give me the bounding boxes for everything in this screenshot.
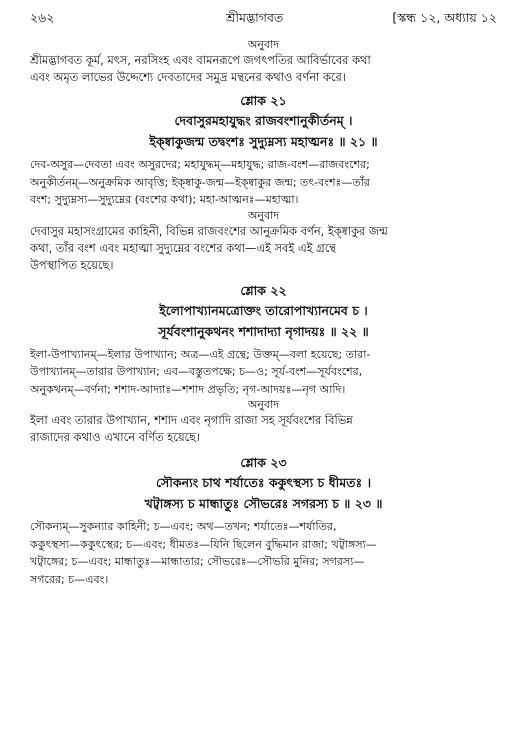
synonym-line: ইলা-উপাখ্যানম্—ইলার উপাখ্যান; অত্র—এই গ্রন্থে; উক্তম্—বলা হয়েছে; তারা-	[30, 347, 371, 361]
sanskrit-line: দেবাসুরমহাযুদ্ধং রাজবংশানুকীর্তনম্ ।	[174, 113, 353, 128]
translation-line: শ্রীমদ্ভাগবত কূর্ম, মৎস, নরসিংহ এবং বামনরূপে জগৎপতির আবির্ভাবের কথা	[30, 53, 371, 67]
section-reference: [স্কন্ধ ১২, অধ্যায় ১২	[392, 10, 497, 25]
verse-heading: শ্লোক ২৩	[240, 455, 287, 470]
synonym-line: ককুৎস্থস্য—ককুৎস্থের; চ—এবং; ধীমতঃ—যিনি ছিলেন বুদ্ধিমান রাজা; খট্বাঙ্গস্য—	[30, 537, 377, 551]
translation-line: ইলা এবং তারার উপাখ্যান, শশাদ এবং নৃগাদি রাজা সহ সূর্যবংশের বিভিন্ন	[30, 413, 353, 427]
verse-21	[30, 92, 497, 274]
sanskrit-line: সৌকন্যং চাথ শর্যাতেঃ ককুৎস্থস্য চ ধীমতঃ ।	[155, 475, 372, 490]
anubad-label: অনুবাদ	[247, 38, 280, 51]
page-header	[30, 4, 497, 26]
sanskrit-line: সূর্যবংশানুকথনং শশাদাদ্যা নৃগাদয়ঃ ॥ ২২ ॥	[158, 323, 369, 339]
verse-heading: শ্লোক ২২	[240, 282, 287, 298]
translation-line: উপস্থাপিত হয়েছে।	[30, 257, 114, 272]
anubad-label: অনুবাদ	[247, 398, 280, 411]
page-number: ২৬২	[30, 10, 55, 25]
sanskrit-line: ইক্ষ্বাকুজন্ম তদ্বংশঃ সুদ্যুম্নস্য মহাত্মনঃ ॥ ২১ ॥	[149, 134, 378, 149]
verse-heading: শ্লোক ২১	[240, 93, 287, 108]
verse-22	[30, 282, 497, 447]
sanskrit-line: খট্বাঙ্গস্য চ মান্ধাতুঃ সৌভরেঃ সগরস্য চ ॥ ২৩ ॥	[144, 496, 383, 511]
translation-line: দেবাসুর মহাসংগ্রামের কাহিনী, বিভিন্ন রাজবংশের আনুক্রমিক বর্ণন, ইক্ষ্বাকুর জন্ম	[30, 223, 388, 238]
synonym-line: দেব-অসুর—দেবতা এবং অসুরদের; মহাযুদ্ধম্—মহাযুদ্ধ; রাজ-বংশ—রাজবংশের;	[30, 158, 370, 171]
translation-line: রাজাদের কথাও এখানে বর্ণিত হয়েছে।	[30, 430, 201, 444]
sanskrit-line: ইলোপাখ্যানমত্রোক্তং তারোপাখ্যানমেব চ ।	[159, 302, 368, 318]
verse-23	[30, 454, 497, 588]
anubad-label: অনুবাদ	[247, 208, 280, 222]
synonym-line: সগরের; চ—এবং।	[30, 572, 109, 586]
synonym-line: খট্বাঙ্গের; চ—এবং; মান্ধাতুঃ—মান্ধাতার; সৌভরেঃ—সৌভরি মুনির; সগরস্য—	[30, 555, 365, 568]
translation-line: কথা, তাঁর বংশ এবং মহাত্মা সুদ্যুম্নের বংশের কথা—এই সবই এই গ্রন্থে	[30, 240, 336, 255]
synonym-line: উপাখ্যানম্—তারার উপাখ্যান; এব—বস্তুতপক্ষে; চ—ও; সূর্য-বংশ—সূর্যবংশের,	[30, 365, 363, 378]
translation-block-20	[30, 38, 497, 86]
book-title: শ্রীমদ্ভাগবত	[226, 10, 284, 25]
synonym-line: অনুকথনম্—বর্ণনা; শশাদ-আদ্যাঃ—শশাদ প্রভৃতি; নৃগ-আদয়ঃ—নৃগ আদি।	[30, 382, 346, 396]
synonym-line: অনুকীর্তনম্—অনুক্রমিক আবৃত্তি; ইক্ষ্বাকু-জন্ম—ইক্ষ্বাকুর জন্ম; তৎ-বংশঃ—তাঁর	[30, 175, 370, 189]
synonym-line: বংশ; সুদ্যুম্নস্য—সুদ্যুম্নের (বংশের কথা); মহা-আত্মনঃ—মহাত্মা।	[30, 193, 299, 206]
translation-line: এবং অমৃত লাভের উদ্দেশ্যে দেবতাদের সমুদ্র মন্থনের কথাও বর্ণনা করে।	[30, 70, 346, 84]
synonym-line: সৌকন্যম্—সুকন্যার কাহিনী; চ—এবং; অথ—তখন; শর্যাতেঃ—শর্যাতির,	[30, 520, 337, 533]
